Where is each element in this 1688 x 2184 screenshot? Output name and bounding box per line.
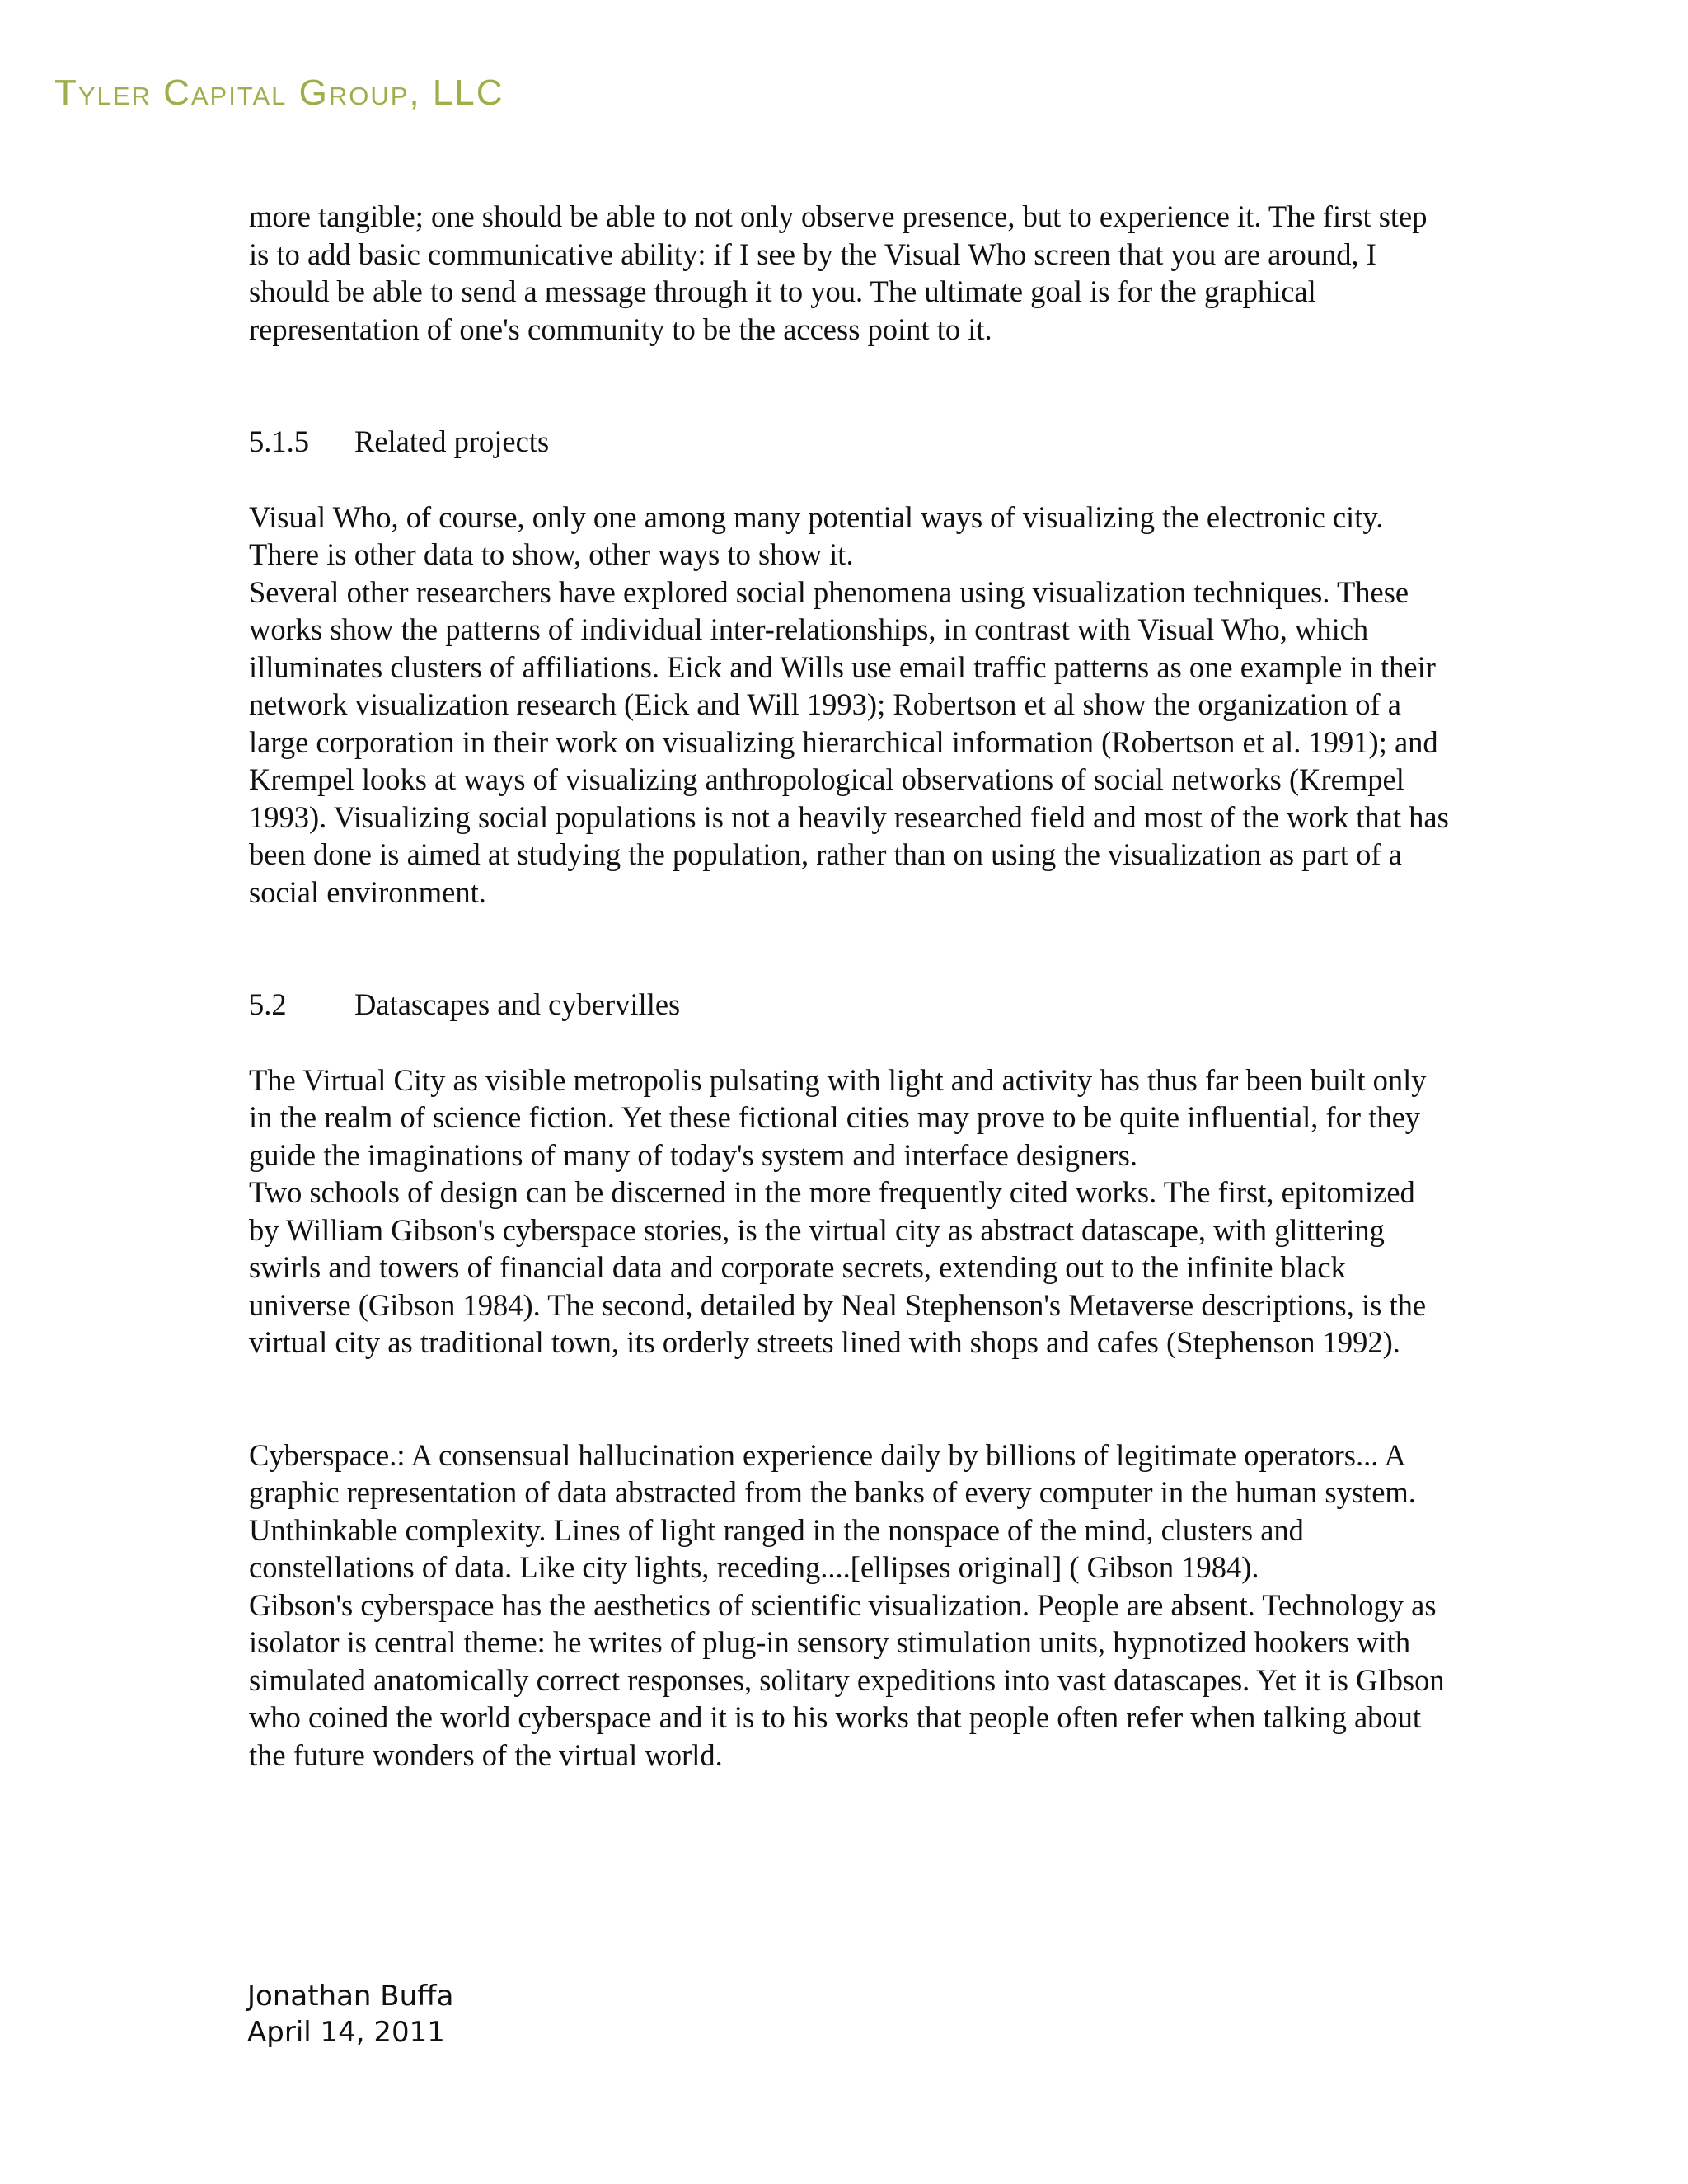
intro-paragraph: more tangible; one should be able to not only observe presence, but to experience it. The first step is to add basic communicative ability: if I see by the Visual Who screen that you are around, I should be able to send a message through it to you. The ultimate goal is for the graphical representation of one's community to be the access point to it.	[249, 199, 1428, 346]
section-heading-515	[249, 423, 1452, 461]
related-projects-paragraph-1: Visual Who, of course, only one among many potential ways of visualizing the electronic city. There is other data to show, other ways to show it.	[249, 499, 1384, 571]
author-name: Jonathan Buffa	[247, 1980, 454, 2013]
related-projects-paragraph-2: Several other researchers have explored social phenomena using visualization techniques. These works show the patterns of individual inter-relationships, in contrast with Visual Who, which illuminates clusters of affiliations. Eick and Wills use email traffic patterns as one example in their network visualization research (Eick and Will 1993); Robertson et al show the organization of a large corporation in their work on visualizing hierarchical information (Robertson et al. 1991); and Krempel looks at ways of visualizing anthropological observations of social networks (Krempel 1993). Visualizing social populations is not a heavily researched field and most of the work that has been done is aimed at studying the population, rather than on using the visualization as part of a social environment.	[249, 574, 1449, 909]
signature-date: April 14, 2011	[247, 2016, 445, 2049]
section-heading-52	[249, 986, 1452, 1024]
datascapes-paragraph-2: Two schools of design can be discerned in the more frequently cited works. The first, epitomized by William Gibson's cyberspace stories, is the virtual city as abstract datascape, with glittering swirls and towers of financial data and corporate secrets, extending out to the infinite black universe (Gibson 1984). The second, detailed by Neal Stephenson's Metaverse descriptions, is the virtual city as traditional town, its orderly streets lined with shops and cafes (Stephenson 1992).	[249, 1175, 1427, 1359]
section-number: 5.1.5	[249, 424, 309, 458]
section-title: Related projects	[354, 424, 550, 458]
company-name-header: Tyler Capital Group, LLC	[54, 73, 504, 113]
cyberspace-quote-paragraph: Cyberspace.: A consensual hallucination experience daily by billions of legitimate operators... A graphic representation of data abstracted from the banks of every computer in the human system. Unthinkable complexity. Lines of light ranged in the nonspace of the mind, clusters and constellations of data. Like city lights, receding....[ellipses original] ( Gibson 1984).	[249, 1437, 1416, 1584]
gibson-analysis-paragraph: Gibson's cyberspace has the aesthetics of scientific visualization. People are absent. Technology as isolator is central theme: he writes of plug-in sensory stimulation units, hypnotized hookers with simulated anatomically correct responses, solitary expeditions into vast datascapes. Yet it is GIbson who coined the world cyberspace and it is to his works that people often refer when talking about the future wonders of the virtual world.	[249, 1587, 1445, 1772]
document-body	[249, 198, 1452, 1774]
section-title: Datascapes and cybervilles	[354, 987, 681, 1021]
signature-block	[247, 1978, 453, 2050]
datascapes-paragraph-1: The Virtual City as visible metropolis pulsating with light and activity has thus far been built only in the realm of science fiction. Yet these fictional cities may prove to be quite influential, for they guide the imaginations of many of today's system and interface designers.	[249, 1062, 1427, 1172]
section-number: 5.2	[249, 987, 287, 1021]
